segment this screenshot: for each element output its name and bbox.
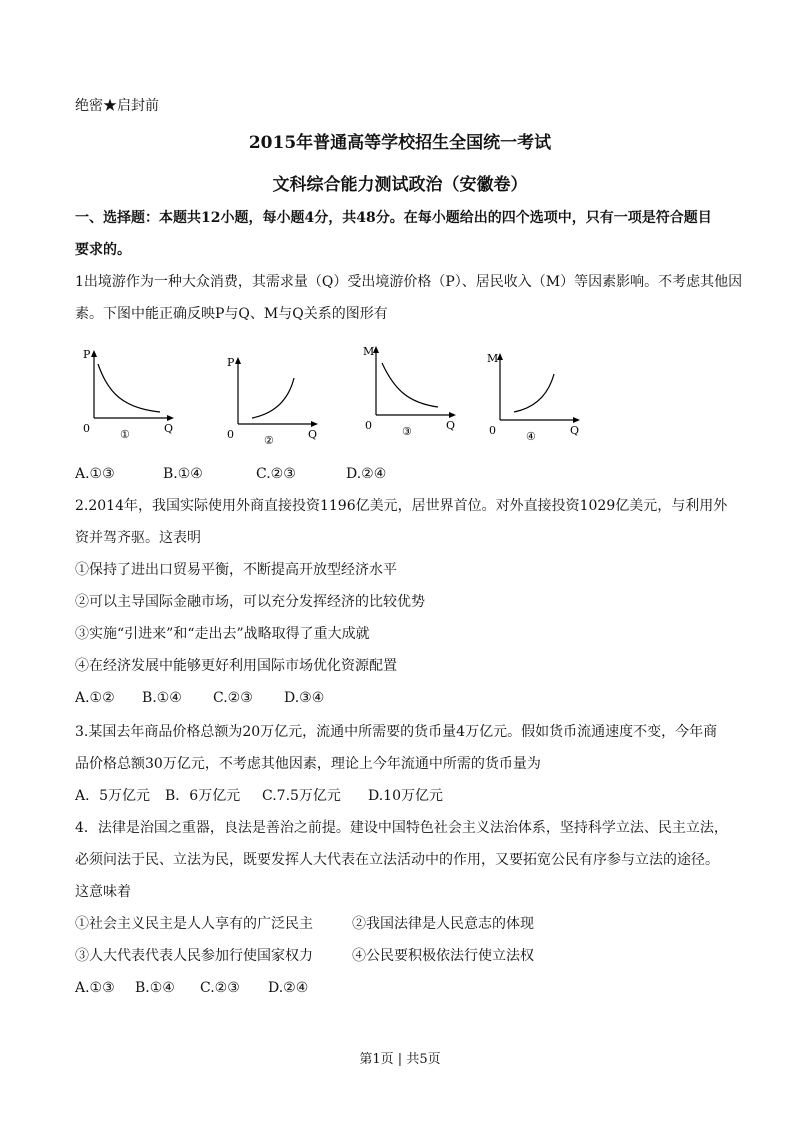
q4-option-b: B.①④ — [135, 980, 175, 996]
q3-option-b: B．6万亿元 — [165, 788, 241, 804]
secret-label: 绝密★启封前 — [75, 98, 159, 114]
q1-graph-4-x-label: Q — [570, 424, 580, 437]
q2-item-2: ②可以主导国际金融市场，可以充分发挥经济的比较优势 — [75, 594, 425, 610]
q1-graph-1-y-label: P — [83, 348, 91, 361]
q1-option-b: B.①④ — [163, 466, 203, 482]
exam-title: 2015年普通高等学校招生全国统一考试 — [248, 133, 552, 153]
q1-graph-1-number: ① — [120, 428, 130, 441]
q2-option-a: A.①② — [75, 690, 115, 706]
q1-graph-1 — [78, 348, 188, 448]
q2-item-4: ④在经济发展中能够更好利用国际市场优化资源配置 — [75, 658, 397, 674]
q4-line1: 4．法律是治国之重器，良法是善治之前提。建设中国特色社会主义法治体系，坚持科学立法、民主立法， — [75, 820, 728, 836]
section-heading-line2: 要求的。 — [75, 242, 131, 258]
q3-line2: 品价格总额30万亿元，不考虑其他因素，理论上今年流通中所需的货币量为 — [75, 756, 541, 772]
q3-option-c: C.7.5万亿元 — [262, 788, 341, 804]
q4-line3: 这意味着 — [75, 884, 131, 900]
q3-line1: 3.某国去年商品价格总额为20万亿元，流通中所需要的货币量4万亿元。假如货币流通速度不变，今年商 — [75, 724, 718, 740]
q1-graph-4-number: ④ — [526, 430, 536, 443]
q4-line2: 必须问法于民、立法为民，既要发挥人大代表在立法活动中的作用，又要拓宽公民有序参与立法的途径。 — [75, 852, 719, 868]
q1-line2: 素。下图中能正确反映P与Q、M与Q关系的图形有 — [75, 306, 388, 322]
q2-option-c: C.②③ — [213, 690, 253, 706]
q2-option-d: D.③④ — [284, 690, 325, 706]
q1-graph-2-y-label: P — [227, 356, 235, 369]
q2-line2: 资并驾齐驱。这表明 — [75, 530, 201, 546]
q4-item-2: ②我国法律是人民意志的体现 — [352, 916, 534, 932]
q2-item-3: ③实施“引进来”和“走出去”战略取得了重大成就 — [75, 626, 370, 642]
q1-graph-3-origin: 0 — [365, 419, 372, 432]
q1-option-a: A.①③ — [75, 466, 115, 482]
q1-graph-2-x-label: Q — [308, 428, 318, 441]
q1-graph-3-x-label: Q — [446, 419, 456, 432]
q4-option-c: C.②③ — [200, 980, 240, 996]
q4-option-d: D.②④ — [268, 980, 309, 996]
exam-subtitle: 文科综合能力测试政治（安徽卷） — [272, 175, 528, 195]
q1-graph-2-number: ② — [264, 434, 274, 447]
q1-graph-2-origin: 0 — [227, 428, 234, 441]
q2-line1: 2.2014年，我国实际使用外商直接投资1196亿美元，居世界首位。对外直接投资1029亿美元，与利用外 — [75, 498, 728, 514]
section-heading-line1: 一、选择题：本题共12小题，每小题4分，共48分。在每小题给出的四个选项中，只有一项是符合题目 — [75, 210, 712, 226]
q3-option-d: D.10万亿元 — [368, 788, 443, 804]
q1-graph-1-origin: 0 — [83, 422, 90, 435]
q1-graph-1-x-label: Q — [164, 422, 174, 435]
q2-option-b: B.①④ — [142, 690, 182, 706]
q2-item-1: ①保持了进出口贸易平衡，不断提高开放型经济水平 — [75, 562, 397, 578]
q4-item-4: ④公民要积极依法行使立法权 — [352, 948, 534, 964]
q1-graph-3-y-label: M — [363, 345, 375, 358]
q1-line1: 1出境游作为一种大众消费，其需求量（Q）受出境游价格（P）、居民收入（M）等因素影响。不考虑其他因 — [75, 274, 743, 290]
q1-graph-3 — [360, 343, 470, 443]
q1-graph-4 — [484, 350, 594, 450]
q1-graph-4-origin: 0 — [489, 424, 496, 437]
q1-option-d: D.②④ — [346, 466, 387, 482]
q1-graph-3-number: ③ — [402, 425, 412, 438]
page-footer: 第1页 | 共5页 — [359, 1052, 441, 1067]
q4-option-a: A.①③ — [75, 980, 115, 996]
q1-graph-2 — [222, 352, 332, 452]
q1-graph-4-y-label: M — [487, 352, 499, 365]
q3-option-a: A．5万亿元 — [75, 788, 151, 804]
q4-item-1: ①社会主义民主是人人享有的广泛民主 — [75, 916, 313, 932]
q1-option-c: C.②③ — [256, 466, 296, 482]
q4-item-3: ③人大代表代表人民参加行使国家权力 — [75, 948, 313, 964]
